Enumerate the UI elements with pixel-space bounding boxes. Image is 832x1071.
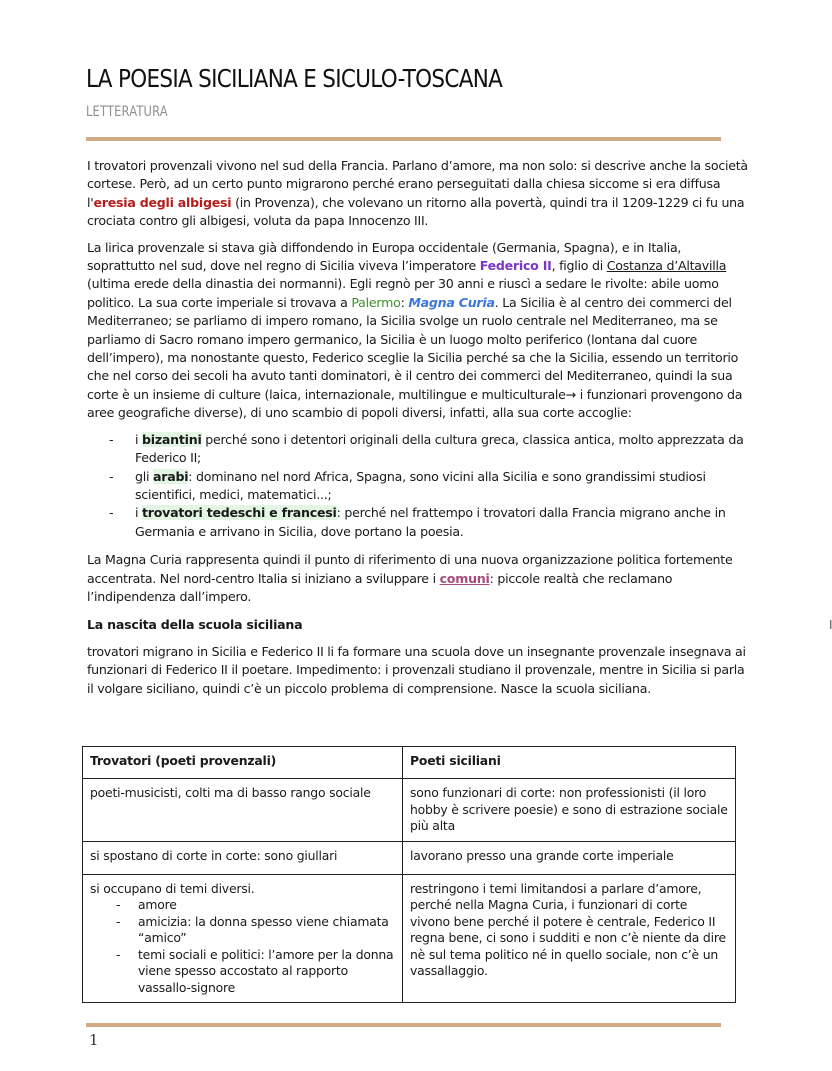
table-row [83,874,736,1003]
paragraph-magna-curia: La Magna Curia rappresenta quindi il punto di riferimento di una nuova organizzazione politica fortemente accentrata. Nel nord-centro Italia si iniziano a sviluppare i comuni: piccole realtà che reclamano l’indipendenza dall’impero. [87,552,733,604]
table-cell: sono funzionari di corte: non professionisti (il loro hobby è scrivere poesie) e sono di estrazione sociale più alta [403,779,736,842]
section-heading: La nascita della scuola siciliana [87,617,303,633]
themes-list [90,897,395,996]
underlined-costanza: Costanza d’Altavilla [606,258,727,274]
paragraph-lirica-provenzale: La lirica provenzale si stava già diffondendo in Europa occidentale (Germania, Spagna), e in Italia, soprattutto nel sud, dove nel regno di Sicilia viveva l’imperatore Federico II, figlio di Costanza d’Altavilla (ultima erede della dinastia dei normanni). Egli regnò per 30 anni e riuscì a sedare le rivolte: abile uomo politico. La sua corte imperiale si trovava a Palermo: Magna Curia. La Sicilia è al centro dei commerci del Mediterraneo; se parliamo di impero romano, la Sicilia svolge un ruolo centrale nel Mediterraneo, ma se parliamo di Sacro romano impero germanico, la Sicilia è un luogo molto periferico (lontana dal cuore dell’impero), ma nonostante questo, Federico sceglie la Sicilia perché sa che la Sicilia, essendo un territorio che nel corso dei secoli ha avuto tanti dominatori, è il centro dei commerci del Mediterraneo, quindi la sua corte è un insieme di culture (laica, internazionale, multilingue e multiculturale→ i funzionari provengono da aree geografiche diverse), di uno scambio di popoli diversi, infatti, alla sua corte accoglie: [87,239,743,421]
table-row [83,779,736,842]
column-header: Poeti siciliani [403,747,736,779]
highlight-eresia-albigesi: eresia degli albigesi [93,194,232,210]
page-subtitle: LETTERATURA [86,104,168,120]
list-item: - temi sociali e politici: l’amore per la donna viene spesso accostato al rapporto vassallo-signore [138,947,395,997]
table-cell: poeti-musicisti, colti ma di basso rango sociale [83,779,403,842]
cell-intro: si occupano di temi diversi. [90,880,255,896]
paragraph-trovatori: I trovatori provenzali vivono nel sud della Francia. Parlano d’amore, ma non solo: si descrive anche la società cortese. Però, ad un certo punto migrarono perché erano perseguitati dalla chiesa siccome si era diffusa l'eresia degli albigesi (in Provenza), che volevano un ritorno alla povertà, quindi tra il 1209-1229 ci fu una crociata contro gli albigesi, voluta da papa Innocenzo III. [87,158,748,229]
comparison-table [82,746,736,1003]
highlight-palermo: Palermo [351,294,401,310]
list-item: - i trovatori tedeschi e francesi: perché nel frattempo i trovatori dalla Francia migrano anche in Germania e arrivano in Sicilia, dove portano la poesia. [135,504,752,541]
section-text: trovatori migrano in Sicilia e Federico II li fa formare una scuola dove un insegnante provenzale insegnava ai funzionari di Federico II il poetare. Impedimento: i provenzali studiano il provenzale, mentre in Sicilia si parla il volgare siciliano, quindi c’è un piccolo problema di comprensione. Nasce la scuola siciliana. [87,643,746,696]
list-item: - amore [138,897,395,914]
header-divider [86,137,721,141]
section-scuola-siciliana [87,616,832,698]
table-header-row [83,747,736,779]
highlight-trovatori-tedeschi: trovatori tedeschi e francesi [142,505,337,521]
list-item: - i bizantini perché sono i detentori originali della cultura greca, classica antica, molto apprezzata da Federico II; [135,431,752,468]
table-cell [83,874,403,1003]
highlight-federico-ii: Federico II [479,258,552,274]
footer-divider [86,1023,721,1027]
page-title: LA POESIA SICILIANA E SICULO-TOSCANA [86,64,503,93]
list-item: - amicizia: la donna spesso viene chiamata “amico” [138,914,395,947]
highlight-comuni: comuni [439,570,490,586]
list-item: - gli arabi: dominano nel nord Africa, Spagna, sono vicini alla Sicilia e sono grandissimi studiosi scientifici, medici, matematici...; [135,468,752,505]
column-header: Trovatori (poeti provenzali) [83,747,403,779]
page-number: 1 [89,1031,99,1049]
table-cell: restringono i temi limitandosi a parlare d’amore, perché nella Magna Curia, i funzionari di corte vivono bene perché il potere è centrale, Federico II regna bene, ci sono i sudditi e non c’è niente da dire nè sul tema politico né in quello sociale, non c’è un vassallaggio. [403,874,736,1003]
table-cell: lavorano presso una grande corte imperiale [403,841,736,874]
highlight-magna-curia: Magna Curia [408,294,495,310]
court-cultures-list [87,431,752,541]
highlight-bizantini: bizantini [142,431,202,447]
highlight-arabi: arabi [153,468,189,484]
table-row [83,841,736,874]
text-cursor: I [829,618,832,633]
document-body [87,157,832,698]
table-cell: si spostano di corte in corte: sono giullari [83,841,403,874]
